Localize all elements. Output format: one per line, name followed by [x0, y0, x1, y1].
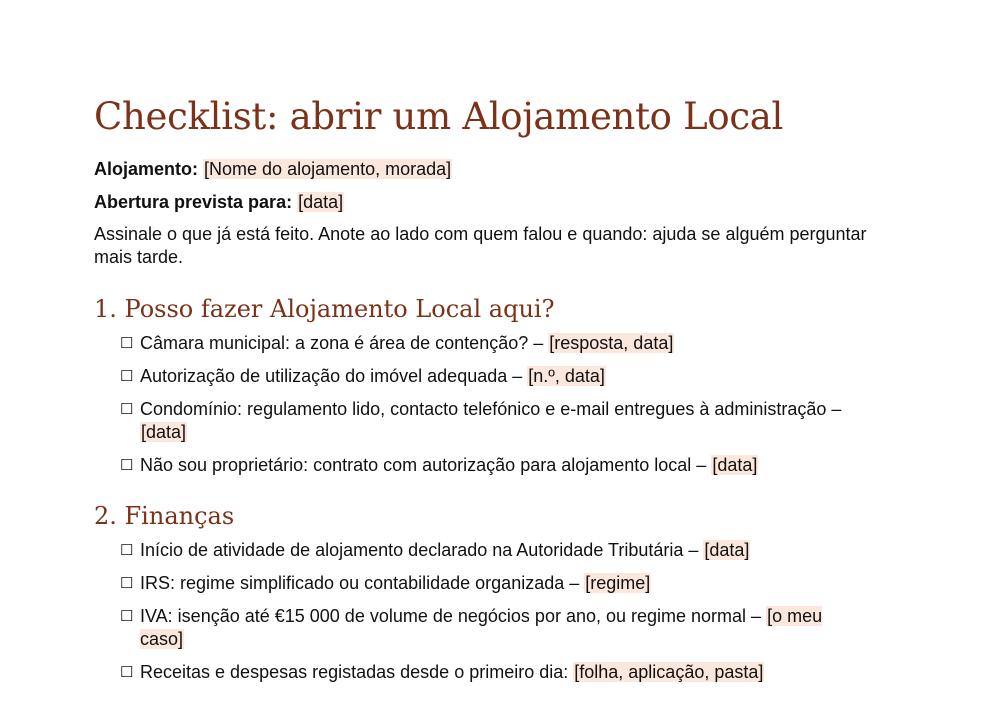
checklist-section-2	[94, 539, 914, 684]
checkbox-icon[interactable]: ☐	[120, 401, 134, 418]
checklist-item[interactable]	[120, 605, 860, 651]
checklist-item[interactable]	[120, 572, 860, 595]
item-placeholder: [n.º, data]	[528, 366, 605, 386]
checkbox-icon[interactable]: ☐	[120, 608, 134, 625]
abertura-line	[94, 190, 914, 214]
item-placeholder: [data]	[704, 540, 750, 560]
alojamento-label: Alojamento:	[94, 159, 199, 179]
item-text: Autorização de utilização do imóvel adequada –	[140, 366, 528, 386]
item-placeholder: [data]	[712, 455, 758, 475]
item-text: IRS: regime simplificado ou contabilidade organizada –	[140, 573, 585, 593]
checklist-item[interactable]	[120, 539, 860, 562]
item-text: IVA: isenção até €15 000 de volume de negócios por ano, ou regime normal –	[140, 606, 767, 626]
item-placeholder: [o meu caso]	[140, 606, 823, 649]
checkbox-icon[interactable]: ☐	[120, 542, 134, 559]
checkbox-icon[interactable]: ☐	[120, 575, 134, 592]
item-text: Condomínio: regulamento lido, contacto telefónico e e-mail entregues à administração –	[140, 399, 842, 419]
item-placeholder: [folha, aplicação, pasta]	[574, 662, 764, 682]
item-placeholder: [regime]	[585, 573, 651, 593]
item-placeholder: [resposta, data]	[549, 333, 674, 353]
item-text: Não sou proprietário: contrato com autorização para alojamento local –	[140, 455, 712, 475]
page-title: Checklist: abrir um Alojamento Local	[94, 95, 784, 138]
item-placeholder: [data]	[141, 422, 187, 442]
alojamento-placeholder: [Nome do alojamento, morada]	[204, 159, 452, 179]
document-page	[94, 93, 914, 706]
item-text: Câmara municipal: a zona é área de contenção? –	[140, 333, 549, 353]
section-heading-1: 1. Posso fazer Alojamento Local aqui?	[94, 295, 555, 323]
checkbox-icon[interactable]: ☐	[120, 368, 134, 385]
alojamento-line	[94, 157, 914, 181]
checklist-item[interactable]	[120, 398, 860, 444]
checkbox-icon[interactable]: ☐	[120, 664, 134, 681]
abertura-placeholder: [data]	[298, 192, 344, 212]
abertura-label: Abertura prevista para:	[94, 192, 293, 212]
checkbox-icon[interactable]: ☐	[120, 457, 134, 474]
checklist-item[interactable]	[120, 365, 860, 388]
item-text: Início de atividade de alojamento declarado na Autoridade Tributária –	[140, 540, 704, 560]
checklist-item[interactable]	[120, 454, 860, 477]
intro-paragraph: Assinale o que já está feito. Anote ao lado com quem falou e quando: ajuda se alguém perguntar mais tarde.	[94, 224, 867, 267]
checklist-section-1	[94, 332, 914, 477]
checklist-item[interactable]	[120, 332, 860, 355]
section-heading-2: 2. Finanças	[94, 502, 235, 530]
item-text: Receitas e despesas registadas desde o primeiro dia:	[140, 662, 574, 682]
checklist-item[interactable]	[120, 661, 860, 684]
checkbox-icon[interactable]: ☐	[120, 335, 134, 352]
